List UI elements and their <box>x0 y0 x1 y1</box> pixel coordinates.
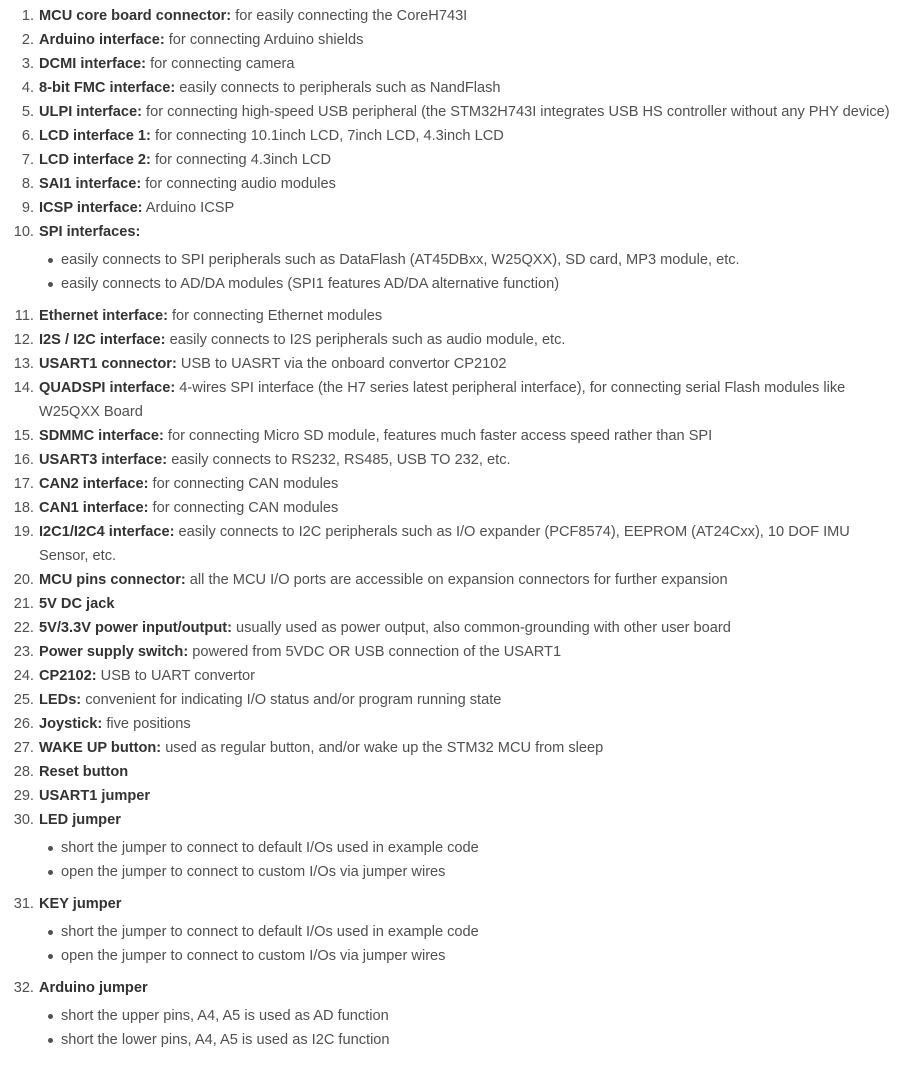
item-number: 7. <box>21 152 34 168</box>
item-label: USART1 connector: <box>39 356 177 372</box>
list-item <box>6 760 918 784</box>
item-number: 12. <box>13 332 34 348</box>
sub-list-item <box>39 920 918 944</box>
item-text: for connecting Micro SD module, features much faster access speed rather than SPI <box>163 428 713 444</box>
list-item <box>6 328 918 352</box>
bullet-icon <box>48 954 53 959</box>
item-label: LEDs: <box>39 692 82 708</box>
list-item <box>6 640 918 664</box>
list-item <box>6 4 918 28</box>
list-item <box>6 808 918 884</box>
item-text: five positions <box>102 716 191 732</box>
item-label: 8-bit FMC interface: <box>39 80 176 96</box>
item-number: 1. <box>21 8 34 24</box>
item-label: MCU core board connector: <box>39 8 232 24</box>
item-text: 4-wires SPI interface (the H7 series latest peripheral interface), for connecting serial Flash modules like W25QXX Board <box>39 380 846 420</box>
sub-list-item <box>39 272 918 296</box>
list-item <box>6 664 918 688</box>
item-text: easily connects to I2S peripherals such as audio module, etc. <box>165 332 566 348</box>
item-label: Arduino jumper <box>39 980 148 996</box>
list-item <box>6 304 918 328</box>
item-number: 30. <box>13 812 34 828</box>
item-number: 21. <box>13 596 34 612</box>
key-jumper-sub-list <box>39 920 918 968</box>
item-label: USART3 interface: <box>39 452 168 468</box>
item-text: for connecting CAN modules <box>148 500 339 516</box>
bullet-icon <box>48 870 53 875</box>
bullet-icon <box>48 258 53 263</box>
list-item <box>6 376 918 424</box>
list-item <box>6 520 918 568</box>
sub-list-item <box>39 944 918 968</box>
item-label: SAI1 interface: <box>39 176 142 192</box>
item-label: Ethernet interface: <box>39 308 168 324</box>
list-item <box>6 736 918 760</box>
item-text: USB to UART convertor <box>96 668 256 684</box>
item-text: for easily connecting the CoreH743I <box>231 8 468 24</box>
item-label: CAN1 interface: <box>39 500 149 516</box>
item-number: 9. <box>21 200 34 216</box>
bullet-icon <box>48 1038 53 1043</box>
item-number: 17. <box>13 476 34 492</box>
item-label: KEY jumper <box>39 896 122 912</box>
sub-item-text: easily connects to AD/DA modules (SPI1 features AD/DA alternative function) <box>61 276 560 292</box>
item-text: easily connects to peripherals such as NandFlash <box>175 80 501 96</box>
item-text: for connecting Arduino shields <box>164 32 364 48</box>
item-text: for connecting audio modules <box>141 176 336 192</box>
item-label: 5V DC jack <box>39 596 115 612</box>
item-text: easily connects to RS232, RS485, USB TO 232, etc. <box>167 452 511 468</box>
item-label: LCD interface 2: <box>39 152 151 168</box>
item-label: DCMI interface: <box>39 56 147 72</box>
item-label: I2S / I2C interface: <box>39 332 166 348</box>
sub-item-text: short the upper pins, A4, A5 is used as AD function <box>61 1008 389 1024</box>
item-text: used as regular button, and/or wake up the STM32 MCU from sleep <box>161 740 604 756</box>
item-number: 10. <box>13 224 34 240</box>
sub-item-text: open the jumper to connect to custom I/Os via jumper wires <box>61 864 446 880</box>
item-number: 19. <box>13 524 34 540</box>
list-item <box>6 496 918 520</box>
item-number: 25. <box>13 692 34 708</box>
item-label: ICSP interface: <box>39 200 143 216</box>
item-label: QUADSPI interface: <box>39 380 176 396</box>
item-label: CAN2 interface: <box>39 476 149 492</box>
item-text: for connecting CAN modules <box>148 476 339 492</box>
item-text: for connecting high-speed USB peripheral (the STM32H743I integrates USB HS controller without any PHY device) <box>142 104 890 120</box>
list-item <box>6 76 918 100</box>
item-text: all the MCU I/O ports are accessible on expansion connectors for further expansion <box>185 572 728 588</box>
item-text: easily connects to I2C peripherals such as I/O expander (PCF8574), EEPROM (AT24Cxx), 10 DOF IMU Sensor, etc. <box>39 524 850 564</box>
item-number: 18. <box>13 500 34 516</box>
list-item <box>6 100 918 124</box>
item-label: LED jumper <box>39 812 121 828</box>
item-label: I2C1/I2C4 interface: <box>39 524 175 540</box>
item-number: 13. <box>13 356 34 372</box>
list-item <box>6 172 918 196</box>
item-text: USB to UASRT via the onboard convertor CP2102 <box>176 356 507 372</box>
sub-item-text: short the lower pins, A4, A5 is used as I2C function <box>61 1032 390 1048</box>
bullet-icon <box>48 930 53 935</box>
item-text: convenient for indicating I/O status and/or program running state <box>81 692 502 708</box>
item-number: 24. <box>13 668 34 684</box>
item-number: 15. <box>13 428 34 444</box>
sub-list-item <box>39 860 918 884</box>
item-text: for connecting Ethernet modules <box>167 308 383 324</box>
sub-list-item <box>39 836 918 860</box>
list-item <box>6 976 918 1052</box>
spi-sub-list <box>39 248 918 296</box>
list-item <box>6 712 918 736</box>
item-number: 3. <box>21 56 34 72</box>
item-number: 11. <box>14 308 34 324</box>
sub-list-item <box>39 248 918 272</box>
item-number: 22. <box>13 620 34 636</box>
list-item <box>6 688 918 712</box>
item-label: ULPI interface: <box>39 104 142 120</box>
item-number: 29. <box>13 788 34 804</box>
led-jumper-sub-list <box>39 836 918 884</box>
item-number: 20. <box>13 572 34 588</box>
item-number: 14. <box>13 380 34 396</box>
item-label: SPI interfaces: <box>39 224 141 240</box>
item-label: 5V/3.3V power input/output: <box>39 620 232 636</box>
list-item <box>6 220 918 296</box>
list-item <box>6 892 918 968</box>
item-number: 32. <box>13 980 34 996</box>
list-item <box>6 52 918 76</box>
list-item <box>6 616 918 640</box>
item-text: for connecting 10.1inch LCD, 7inch LCD, 4.3inch LCD <box>150 128 504 144</box>
list-item <box>6 784 918 808</box>
item-number: 26. <box>13 716 34 732</box>
item-label: MCU pins connector: <box>39 572 186 588</box>
item-number: 4. <box>21 80 34 96</box>
item-number: 5. <box>21 104 34 120</box>
item-number: 16. <box>13 452 34 468</box>
item-label: SDMMC interface: <box>39 428 164 444</box>
sub-list-item <box>39 1028 918 1052</box>
bullet-icon <box>48 1014 53 1019</box>
feature-list <box>6 4 918 1052</box>
sub-item-text: short the jumper to connect to default I/Os used in example code <box>61 924 479 940</box>
item-number: 23. <box>13 644 34 660</box>
bullet-icon <box>48 846 53 851</box>
sub-item-text: open the jumper to connect to custom I/Os via jumper wires <box>61 948 446 964</box>
item-label: WAKE UP button: <box>39 740 162 756</box>
list-item <box>6 196 918 220</box>
item-label: LCD interface 1: <box>39 128 151 144</box>
item-text: powered from 5VDC OR USB connection of the USART1 <box>188 644 562 660</box>
list-item <box>6 148 918 172</box>
item-number: 28. <box>13 764 34 780</box>
list-item <box>6 448 918 472</box>
sub-list-item <box>39 1004 918 1028</box>
item-text: for connecting camera <box>146 56 295 72</box>
item-number: 6. <box>21 128 34 144</box>
item-number: 31. <box>13 896 34 912</box>
item-label: Arduino interface: <box>39 32 165 48</box>
sub-item-text: short the jumper to connect to default I/Os used in example code <box>61 840 479 856</box>
list-item <box>6 424 918 448</box>
item-label: Joystick: <box>39 716 103 732</box>
item-text: usually used as power output, also common-grounding with other user board <box>231 620 731 636</box>
arduino-jumper-sub-list <box>39 1004 918 1052</box>
list-item <box>6 472 918 496</box>
list-item <box>6 124 918 148</box>
sub-item-text: easily connects to SPI peripherals such as DataFlash (AT45DBxx, W25QXX), SD card, MP3 module, etc. <box>61 252 740 268</box>
item-label: Power supply switch: <box>39 644 189 660</box>
item-text: Arduino ICSP <box>142 200 235 216</box>
item-text: for connecting 4.3inch LCD <box>150 152 332 168</box>
item-number: 2. <box>21 32 34 48</box>
item-label: Reset button <box>39 764 129 780</box>
list-item <box>6 568 918 592</box>
list-item <box>6 592 918 616</box>
list-item <box>6 352 918 376</box>
item-number: 8. <box>21 176 34 192</box>
item-label: CP2102: <box>39 668 97 684</box>
item-label: USART1 jumper <box>39 788 151 804</box>
list-item <box>6 28 918 52</box>
item-number: 27. <box>13 740 34 756</box>
bullet-icon <box>48 282 53 287</box>
